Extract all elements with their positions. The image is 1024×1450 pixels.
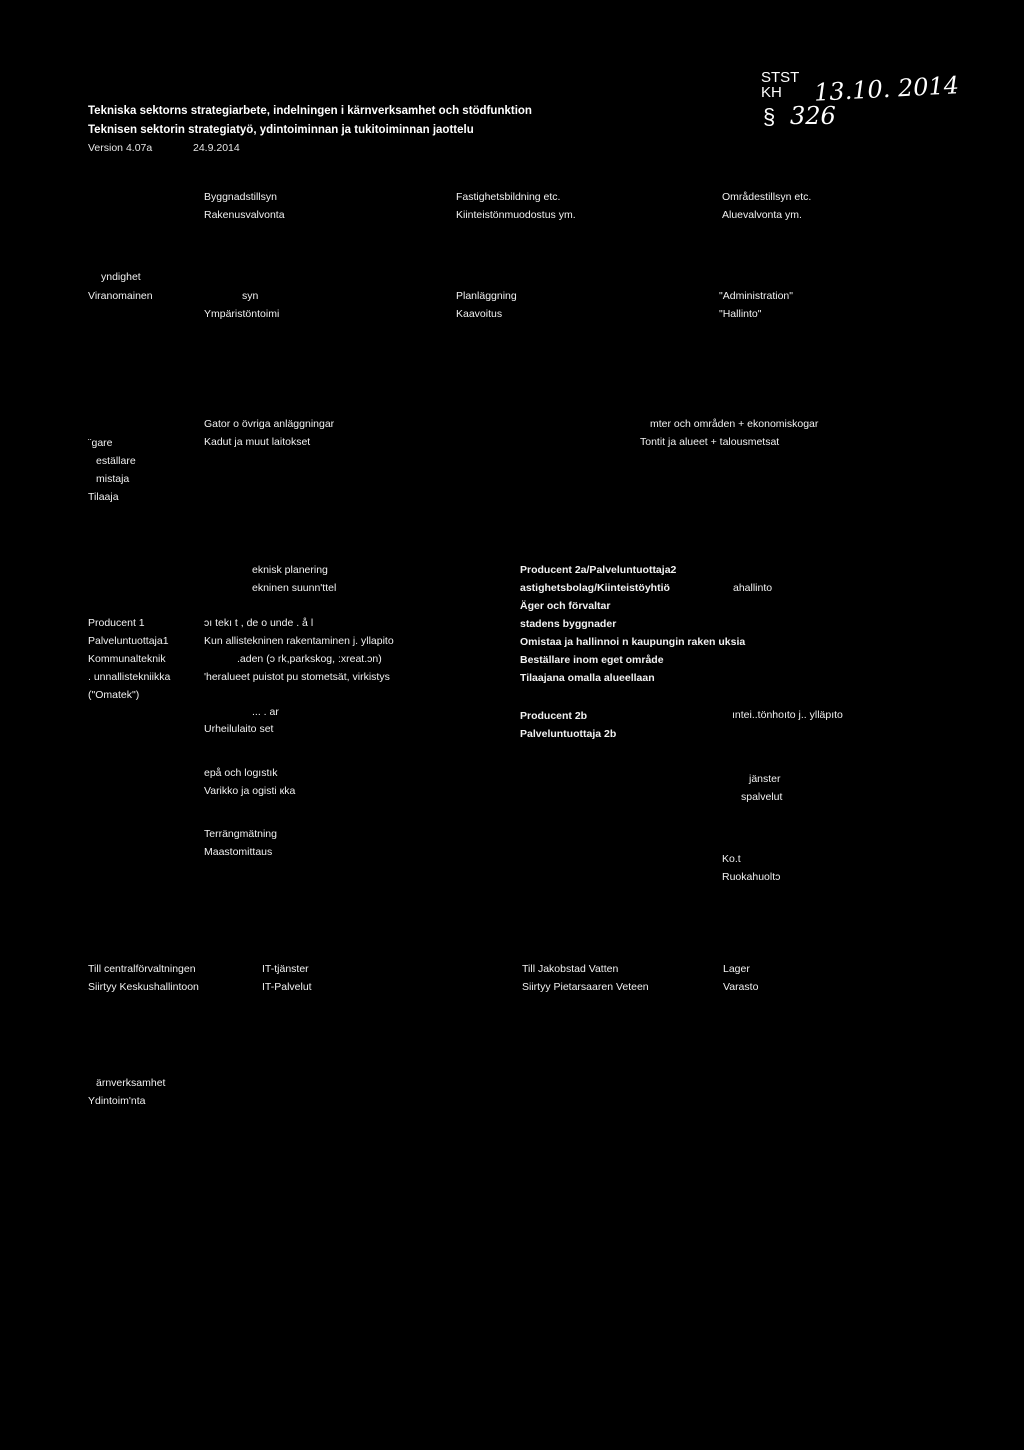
fastighetsbildning-sv: Fastighetsbildning etc. xyxy=(456,191,561,203)
myndighet-label-sv: yndighet xyxy=(101,271,141,283)
omradestillsyn-block xyxy=(722,191,811,222)
producent1-label: Producent 1 xyxy=(88,617,145,629)
title-swedish: Tekniska sektorns strategiarbete, indelningen i kärnverksamhet och stödfunktion xyxy=(88,105,532,117)
agare-label: ¨gare xyxy=(88,437,113,449)
omistaja-label: mistaja xyxy=(96,473,130,485)
administration-fi: "Hallinto" xyxy=(719,308,762,320)
fastighetsbildning-fi: Kiinteistönmuodostus ym. xyxy=(456,209,576,221)
service-line: Varikko ja ogisti кka xyxy=(204,785,296,797)
service-line: Kun allistekninen rakentaminen j. yllapito xyxy=(204,635,394,647)
service-line: ekninen suunn'ttel xyxy=(252,582,337,594)
miljo-sv: syn xyxy=(242,290,259,302)
stamp-handwritten-date: 13.10. 2014 xyxy=(813,71,960,107)
producent2-line: astighetsbolag/Kiinteistöyhtiö xyxy=(520,582,670,594)
stamp-section-sign: § xyxy=(763,104,776,129)
service-line xyxy=(204,749,394,767)
ruokahuolto-label: Ruokahuoltɔ xyxy=(722,871,781,883)
myndighet-label-fi: Viranomainen xyxy=(88,290,153,302)
service-line xyxy=(204,689,394,706)
administration-sv: "Administration" xyxy=(719,290,793,302)
service-line xyxy=(204,810,394,828)
service-line: Terrängmätning xyxy=(204,828,277,840)
service-line: 'heralueet puistot pu stometsät, virkistys xyxy=(204,671,390,683)
service-line xyxy=(204,600,394,617)
vatten-transfer-sv: Till Jakobstad Vatten xyxy=(522,963,619,975)
producent2-line: Producent 2b xyxy=(520,710,588,722)
gator-sv: Gator o övriga anläggningar xyxy=(204,418,335,430)
producent2-line: Tilaajana omalla alueellaan xyxy=(520,672,655,684)
byggnadstillsyn-sv: Byggnadstillsyn xyxy=(204,191,277,203)
tomter-sv: mter och områden + ekonomiskogar xyxy=(650,418,819,430)
fastighetsskotsel-label: ıntei..tönhoıto j.. ylläpıto xyxy=(732,709,843,721)
karnverksamhet-legend-sv: ärnverksamhet xyxy=(96,1077,166,1089)
it-services-sv: IT-tjänster xyxy=(262,963,309,975)
planlaggning-fi: Kaavoitus xyxy=(456,308,503,320)
title-finnish: Teknisen sektorin strategiatyö, ydintoiminnan ja tukitoiminnan jaottelu xyxy=(88,124,474,136)
omradestillsyn-sv: Områdestillsyn etc. xyxy=(722,191,812,203)
producent2-line: Producent 2a/Palveluntuottaja2 xyxy=(520,564,677,576)
bestallare-label: eställare xyxy=(96,455,136,467)
planlaggning-sv: Planläggning xyxy=(456,290,517,302)
vatten-transfer-fi: Siirtyy Pietarsaaren Veteen xyxy=(522,981,649,993)
service-line: .aden (ɔ rk,parkskog, :xreat.ɔn) xyxy=(237,653,382,665)
gator-fi: Kadut ja muut laitokset xyxy=(204,436,311,448)
stamp-handwritten-section: 326 xyxy=(790,102,836,130)
tilaaja-label: Tilaaja xyxy=(88,491,119,503)
producent2-line: Omistaa ja hallinnoi n kaupungin raken uksia xyxy=(520,636,746,648)
version-label: Version 4.07a xyxy=(88,142,153,154)
producent2-line: Äger och förvaltar xyxy=(520,600,611,612)
stamp-org: STST xyxy=(761,69,800,86)
service-line: epå och logıstık xyxy=(204,767,278,779)
kommunalteknik-label: Kommunalteknik xyxy=(88,653,166,665)
kost-label: Ko.t xyxy=(722,853,741,865)
fastighetsbildning-block xyxy=(456,191,576,222)
omatek-label: ("Omatek") xyxy=(88,689,140,701)
byggnadstillsyn-fi: Rakenusvalvonta xyxy=(204,209,285,221)
karnverksamhet-legend-fi: Ydintoim'nta xyxy=(88,1095,146,1107)
stamp-kh: KH xyxy=(761,84,782,101)
service-line: Maastomittaus xyxy=(204,846,273,858)
producent2-line: Beställare inom eget område xyxy=(520,654,664,666)
tjanster-label-fi: spalvelut xyxy=(741,791,783,803)
lokalforvaltning-label: ahallinto xyxy=(733,582,773,594)
palveluntuottaja1-label: Palveluntuottaja1 xyxy=(88,635,169,647)
central-transfer-sv: Till centralförvaltningen xyxy=(88,963,196,975)
producent2-line: Palveluntuottaja 2b xyxy=(520,728,617,740)
producent2-list xyxy=(520,564,745,746)
service-line: ... . ar xyxy=(252,706,279,718)
miljo-fi: Ympäristöntoimi xyxy=(204,308,280,320)
it-services-fi: IT-Palvelut xyxy=(262,981,312,993)
kunnallistekniikka-label: . unnallistekniikka xyxy=(88,671,171,683)
producent2-line: stadens byggnader xyxy=(520,618,617,630)
omradestillsyn-fi: Aluevalvonta ym. xyxy=(722,209,802,221)
byggnadstillsyn-block xyxy=(204,191,285,222)
service-line: ɔı tekı t , de o unde . å l xyxy=(204,617,314,629)
tomter-fi: Tontit ja alueet + talousmetsat xyxy=(640,436,780,448)
version-date: 24.9.2014 xyxy=(193,142,240,154)
lager-sv: Lager xyxy=(723,963,750,975)
lager-fi: Varasto xyxy=(723,981,759,993)
service-line: Urheilulaito set xyxy=(204,723,274,735)
omatek-services-list xyxy=(204,564,394,864)
producent2-line xyxy=(520,690,745,710)
tjanster-label-sv: jänster xyxy=(749,773,781,785)
service-line: eknisk planering xyxy=(252,564,328,576)
central-transfer-fi: Siirtyy Keskushallintoon xyxy=(88,981,199,993)
